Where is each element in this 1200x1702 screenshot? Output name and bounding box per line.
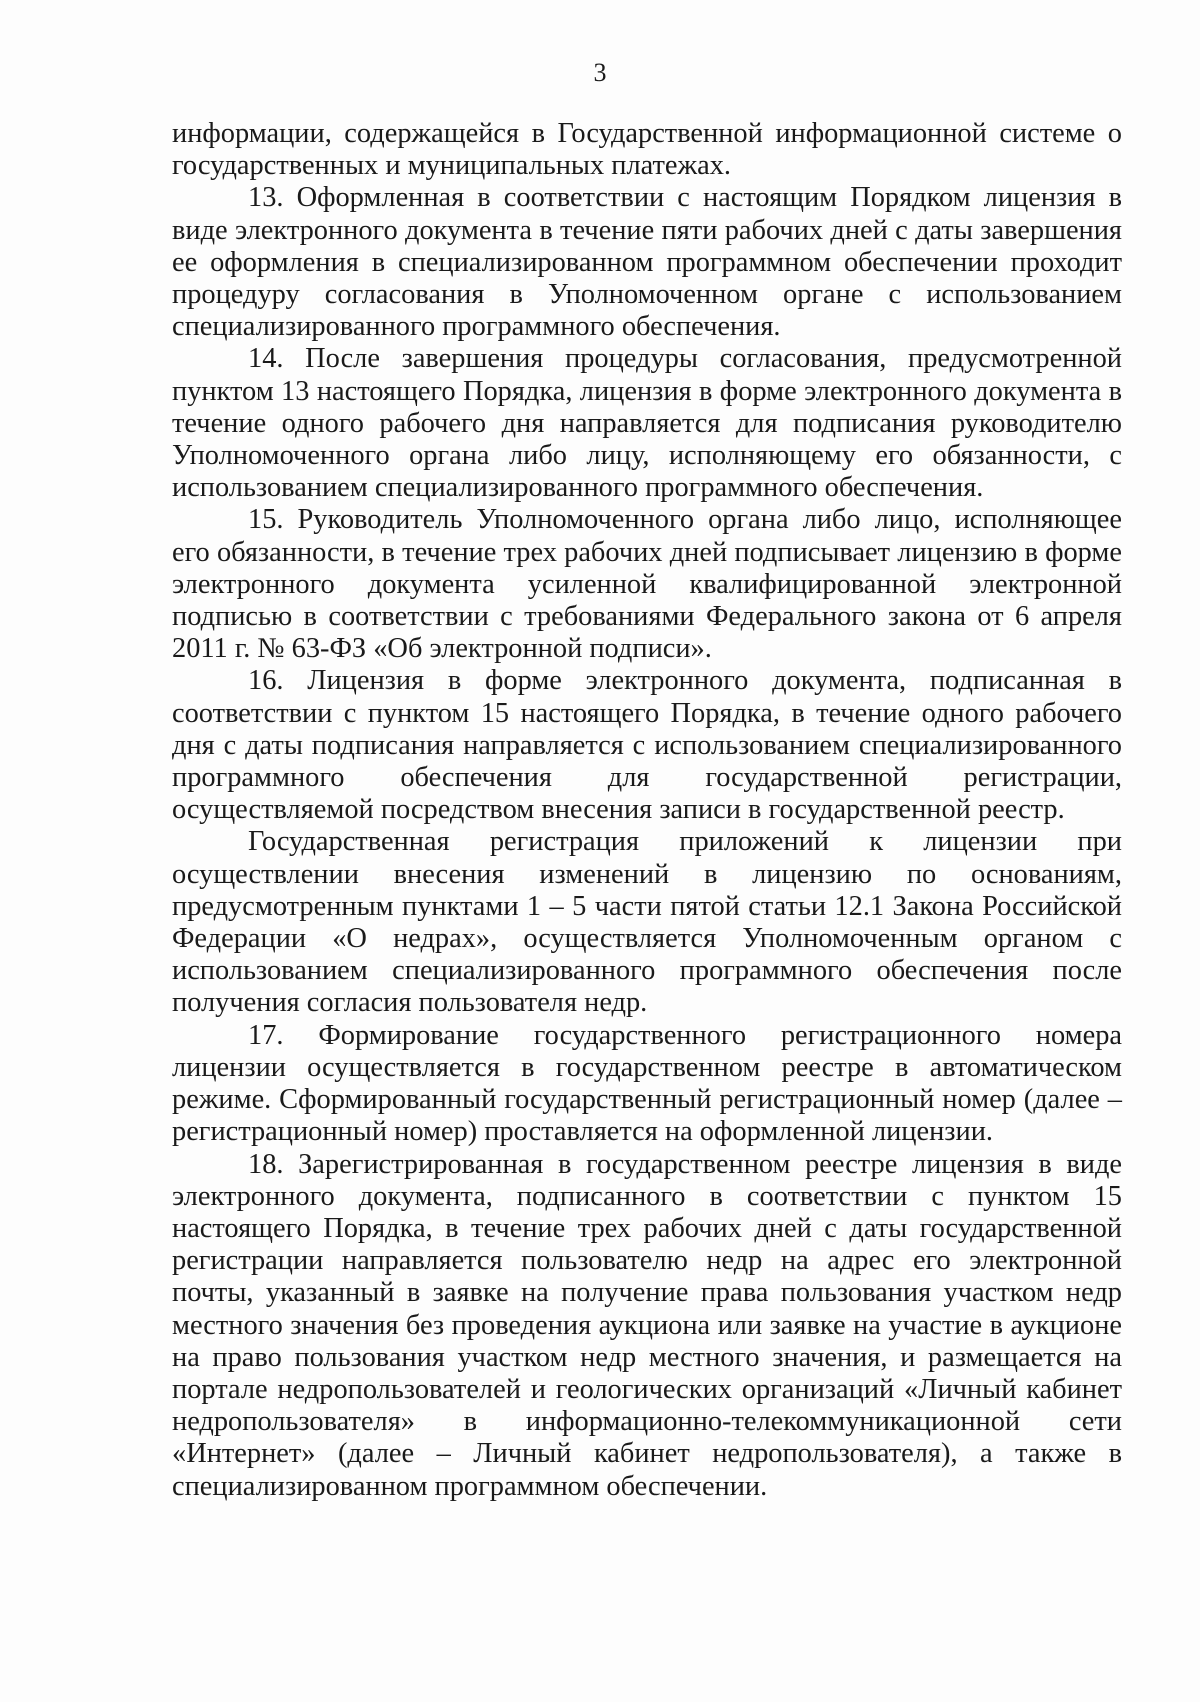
paragraph-16: 16. Лицензия в форме электронного документа, подписанная в соответствии с пунктом 15 настоящего Порядка, в течение одного рабочего дня с даты подписания направляется с использованием специализированного программного обеспечения для государственной регистрации, осуществляемой посредством внесения записи в государственной реестр. [172, 665, 1122, 826]
paragraph-18: 18. Зарегистрированная в государственном реестре лицензия в виде электронного документа, подписанного в соответствии с пунктом 15 настоящего Порядка, в течение трех рабочих дней с даты государственной регистрации направляется пользователю недр на адрес его электронной почты, указанный в заявке на получение права пользования участком недр местного значения без проведения аукциона или заявке на участие в аукционе на право пользования участком недр местного значения, и размещается на портале недропользователей и геологических организаций «Личный кабинет недропользователя» в информационно-телекоммуникационной сети «Интернет» (далее – Личный кабинет недропользователя), а также в специализированном программном обеспечении. [172, 1148, 1122, 1502]
document-body [172, 118, 1122, 1503]
page-number: 3 [593, 58, 607, 87]
paragraph-15: 15. Руководитель Уполномоченного органа либо лицо, исполняющее его обязанности, в течение трех рабочих дней подписывает лицензию в форме электронного документа усиленной квалифицированной электронной подписью в соответствии с требованиями Федерального закона от 6 апреля 2011 г. № 63-ФЗ «Об электронной подписи». [172, 504, 1122, 665]
paragraph-17: 17. Формирование государственного регистрационного номера лицензии осуществляется в государственном реестре в автоматическом режиме. Сформированный государственный регистрационный номер (далее – регистрационный номер) проставляется на оформленной лицензии. [172, 1019, 1122, 1148]
paragraph-13: 13. Оформленная в соответствии с настоящим Порядком лицензия в виде электронного документа в течение пяти рабочих дней с даты завершения ее оформления в специализированном программном обеспечении проходит процедуру согласования в Уполномоченном органе с использованием специализированного программного обеспечения. [172, 182, 1122, 343]
paragraph-16-registration: Государственная регистрация приложений к лицензии при осуществлении внесения изменений в лицензию по основаниям, предусмотренным пунктами 1 – 5 части пятой статьи 12.1 Закона Российской Федерации «О недрах», осуществляется Уполномоченным органом с использованием специализированного программного обеспечения после получения согласия пользователя недр. [172, 826, 1122, 1019]
paragraph-continuation: информации, содержащейся в Государственной информационной системе о государственных и муниципальных платежах. [172, 118, 1122, 182]
paragraph-14: 14. После завершения процедуры согласования, предусмотренной пунктом 13 настоящего Порядка, лицензия в форме электронного документа в течение одного рабочего дня направляется для подписания руководителю Уполномоченного органа либо лицу, исполняющему его обязанности, с использованием специализированного программного обеспечения. [172, 343, 1122, 504]
